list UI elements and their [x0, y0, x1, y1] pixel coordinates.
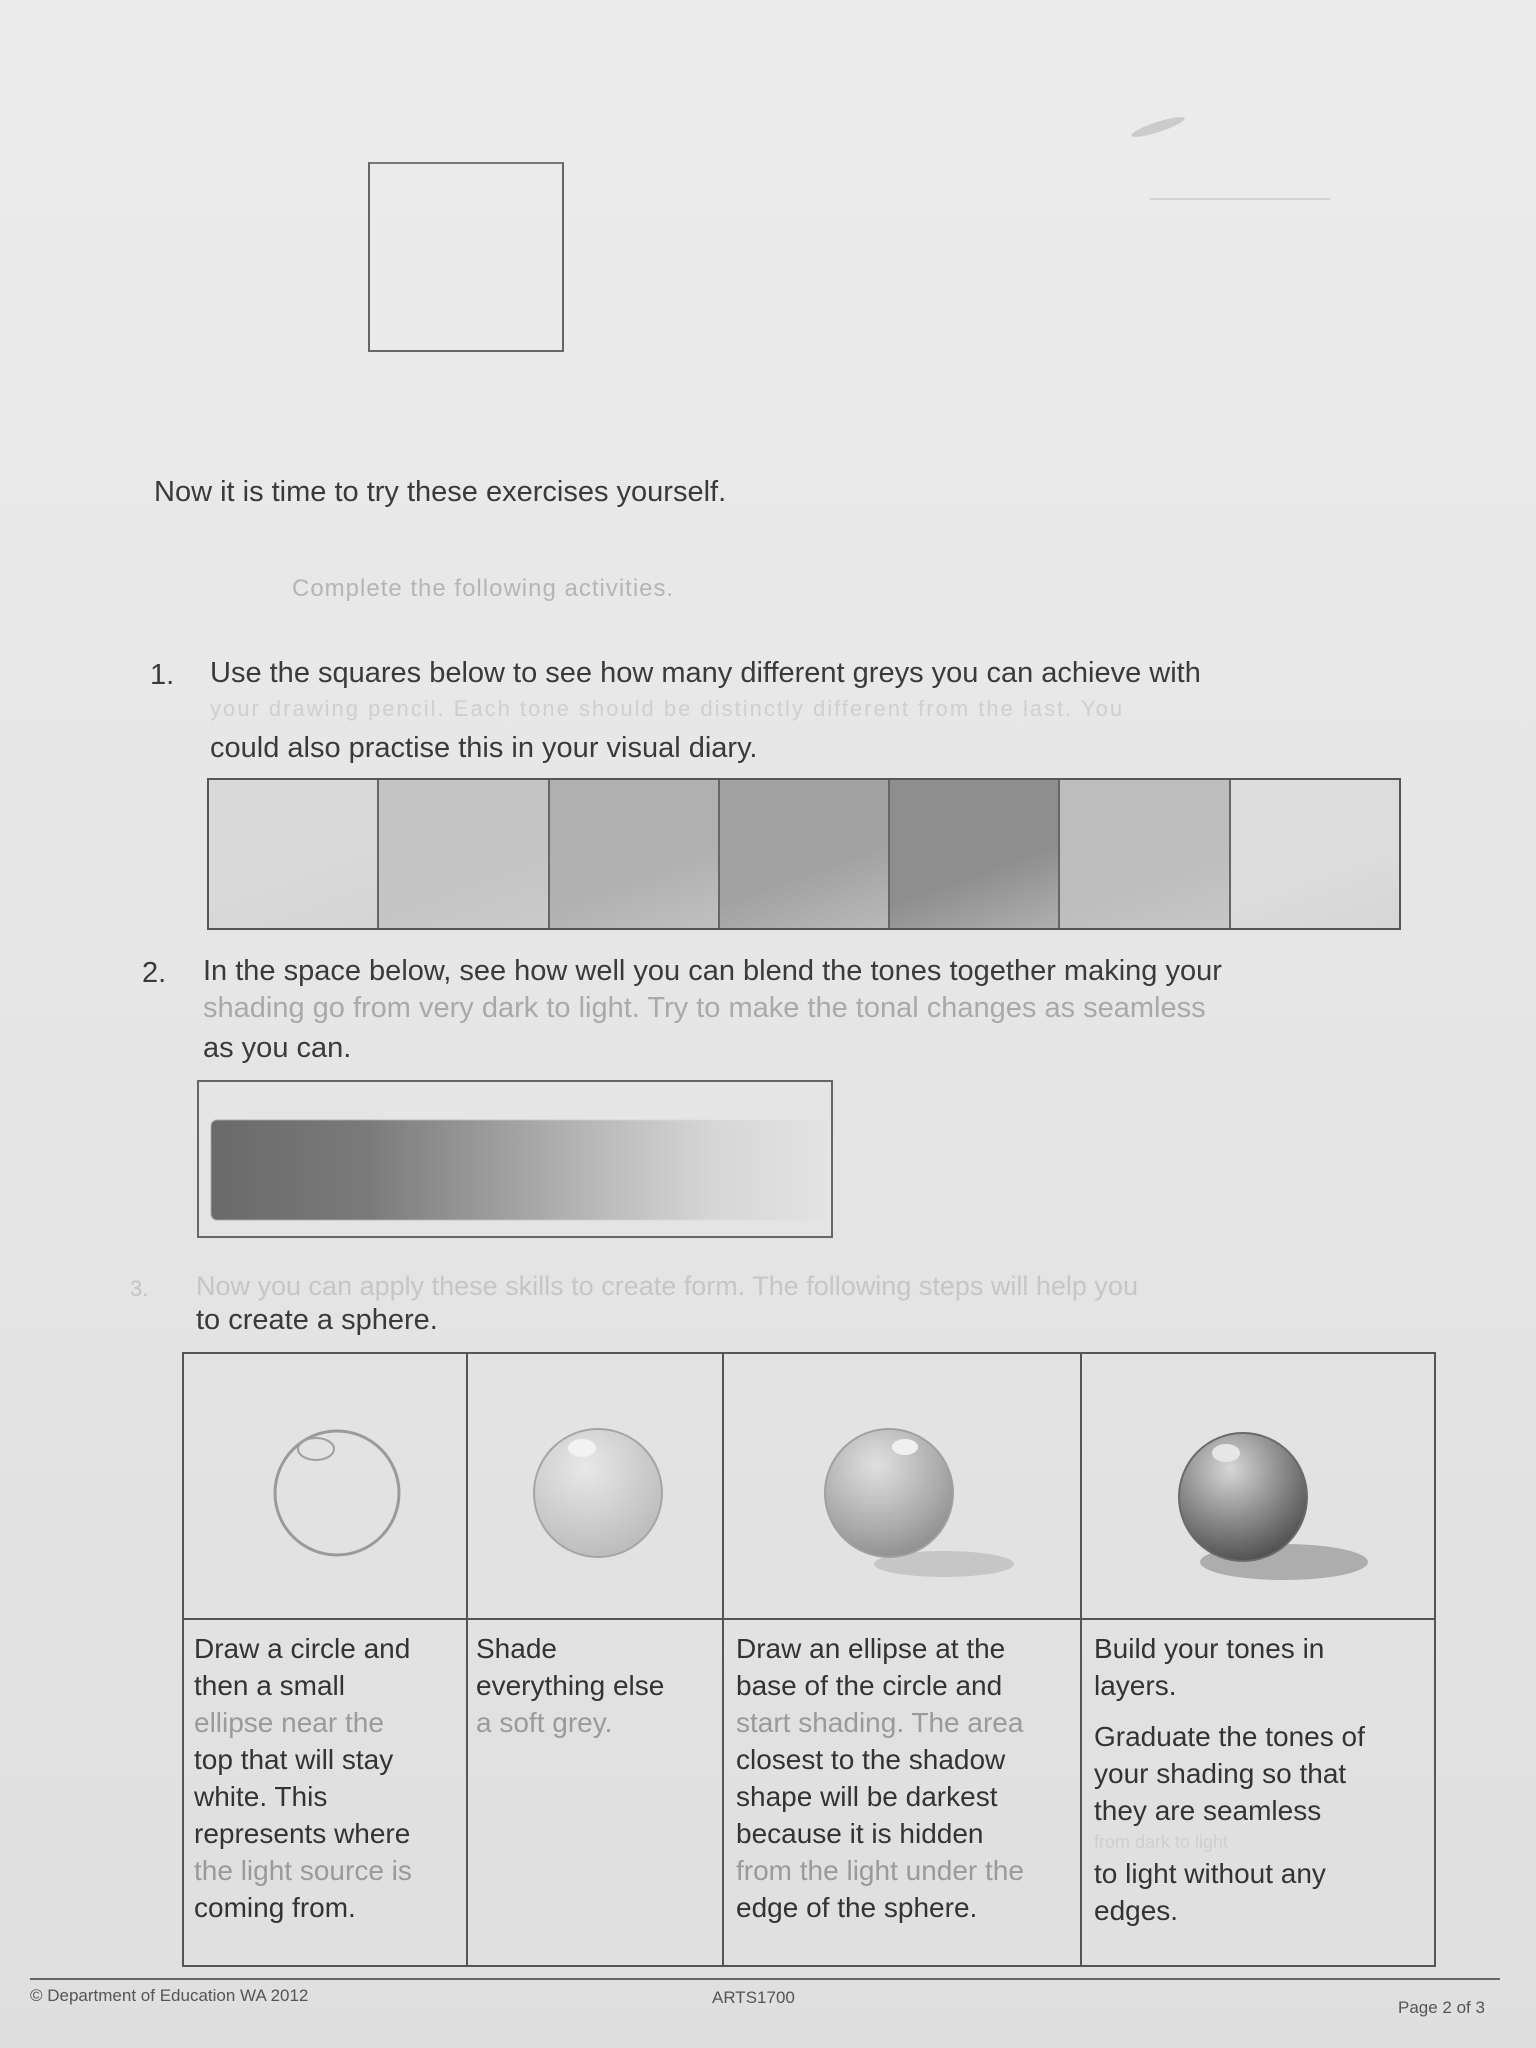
faded-instruction: Complete the following activities.: [292, 575, 675, 602]
sphere-drawings: [184, 1354, 1438, 1618]
step1-text: Draw a circle and then a small ellipse near the top that will stay white. This represents where the light source is coming from.: [194, 1633, 412, 1923]
step4-text: Build your tones in layers. Graduate the tones of your shading so that they are seamless from dark to light to light without any edges.: [1094, 1633, 1365, 1926]
footer-center: ARTS1700: [712, 1988, 795, 2007]
footer-left: © Department of Education WA 2012: [30, 1986, 309, 2005]
sphere-step3: [825, 1429, 1014, 1577]
tone-square[interactable]: [720, 780, 890, 928]
tone-square[interactable]: [379, 780, 549, 928]
sphere-step4: [1179, 1433, 1368, 1580]
sphere-step1: [275, 1431, 399, 1555]
step2-text: Shade everything else a soft grey.: [476, 1633, 665, 1738]
q1-number: 1.: [150, 659, 175, 691]
footer-right: Page 2 of 3: [1398, 1998, 1485, 2017]
shading-strip: [211, 1120, 827, 1220]
step3-text: Draw an ellipse at the base of the circle and start shading. The area closest to the shadow shape will be darkest because it is hidden from the light under the edge of the sphere.: [736, 1633, 1024, 1923]
tone-square[interactable]: [550, 780, 720, 928]
q2-number: 2.: [142, 957, 167, 989]
tone-square[interactable]: [209, 780, 379, 928]
tone-square[interactable]: [1060, 780, 1230, 928]
tone-square[interactable]: [1231, 780, 1399, 928]
q1-line1: Use the squares below to see how many different greys you can achieve with: [210, 657, 1201, 689]
q1-line3: could also practise this in your visual diary.: [210, 732, 758, 764]
q3-line1: Now you can apply these skills to create form. The following steps will help you: [196, 1271, 1138, 1301]
example-square: [368, 162, 564, 352]
tonal-squares: [207, 778, 1401, 930]
faint-line: [1150, 198, 1330, 200]
sphere-steps-table: [182, 1352, 1436, 1967]
footer-rule: [30, 1978, 1500, 1980]
q2-line1: In the space below, see how well you can blend the tones together making your: [203, 955, 1222, 987]
intro-text: Now it is time to try these exercises yourself.: [154, 476, 727, 508]
tone-square[interactable]: [890, 780, 1060, 928]
q1-line2: your drawing pencil. Each tone should be distinctly different from the last. You: [210, 696, 1125, 721]
blend-box[interactable]: [197, 1080, 833, 1238]
q3-line2: to create a sphere.: [196, 1304, 438, 1336]
q2-line3: as you can.: [203, 1032, 352, 1064]
q3-number: 3.: [130, 1276, 149, 1301]
pencil-smudge: [1130, 114, 1186, 141]
sphere-step2: [534, 1429, 662, 1557]
q2-line2: shading go from very dark to light. Try to make the tonal changes as seamless: [203, 992, 1206, 1024]
